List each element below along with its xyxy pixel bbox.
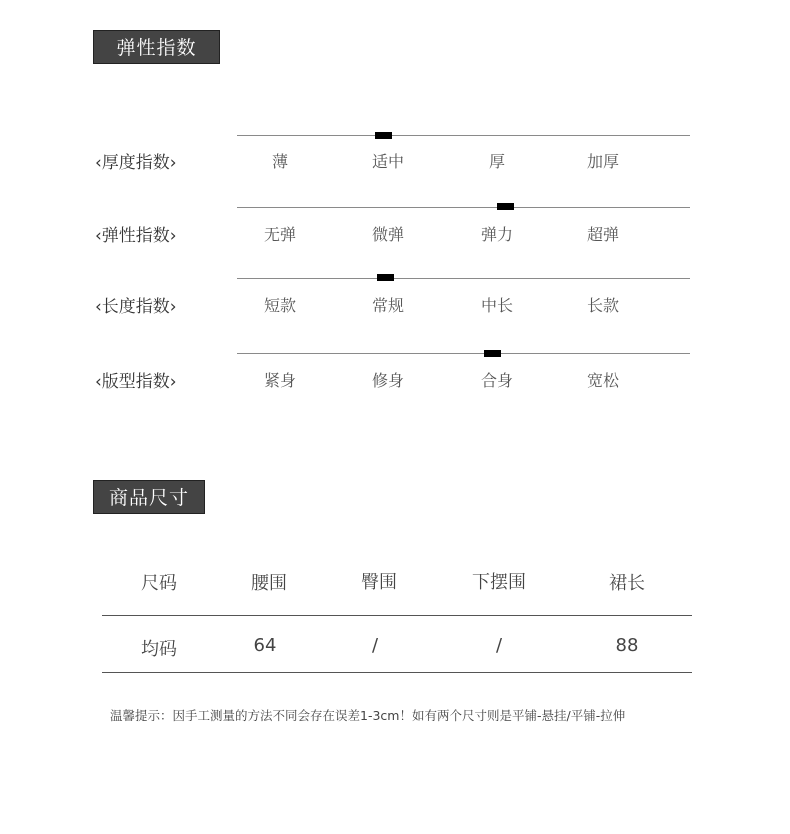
- table-header-cell: 裙长: [609, 573, 645, 594]
- table-divider: [102, 615, 692, 616]
- index-option: 常规: [371, 296, 404, 315]
- index-option: 厚: [488, 152, 505, 171]
- index-option: 超弹: [586, 225, 619, 244]
- index-option: 宽松: [586, 371, 619, 390]
- index-option: 薄: [271, 152, 288, 171]
- index-track: [237, 135, 690, 136]
- index-option: 微弹: [371, 225, 404, 244]
- table-header-cell: 下摆围: [472, 572, 526, 593]
- index-marker: [377, 274, 394, 281]
- index-row-label: ‹版型指数›: [95, 372, 177, 392]
- measurement-tip: 温馨提示：因手工测量的方法不同会存在误差1-3cm！如有两个尺寸则是平铺-悬挂/平铺-拉伸: [110, 708, 626, 723]
- index-option: 加厚: [586, 152, 619, 171]
- table-header-cell: 尺码: [141, 573, 177, 594]
- table-cell: /: [495, 635, 503, 656]
- index-marker: [484, 350, 501, 357]
- index-row-elasticity: [0, 202, 790, 262]
- index-track: [237, 278, 690, 279]
- elasticity-section-title: 弹性指数: [93, 30, 220, 64]
- index-track: [237, 353, 690, 354]
- index-track: [237, 207, 690, 208]
- table-header-cell: 臀围: [361, 572, 397, 593]
- index-row-label: ‹长度指数›: [95, 297, 177, 317]
- index-option: 适中: [371, 152, 404, 171]
- index-option: 修身: [371, 371, 404, 390]
- index-option: 长款: [586, 296, 619, 315]
- table-header-cell: 腰围: [251, 573, 287, 594]
- index-option: 短款: [263, 296, 296, 315]
- index-option: 弹力: [480, 225, 513, 244]
- table-cell: /: [371, 635, 379, 656]
- index-row-label: ‹厚度指数›: [95, 153, 177, 173]
- index-row-fit: [0, 348, 790, 408]
- index-option: 合身: [480, 371, 513, 390]
- index-option: 紧身: [263, 371, 296, 390]
- index-marker: [497, 203, 514, 210]
- index-row-thickness: [0, 130, 790, 190]
- table-cell: 88: [615, 635, 639, 656]
- index-option: 无弹: [263, 225, 296, 244]
- index-marker: [375, 132, 392, 139]
- index-row-label: ‹弹性指数›: [95, 226, 177, 246]
- index-option: 中长: [480, 296, 513, 315]
- table-cell: 64: [253, 635, 277, 656]
- table-cell: 均码: [141, 639, 177, 660]
- index-row-length: [0, 273, 790, 333]
- table-divider: [102, 672, 692, 673]
- size-section-title: 商品尺寸: [93, 480, 205, 514]
